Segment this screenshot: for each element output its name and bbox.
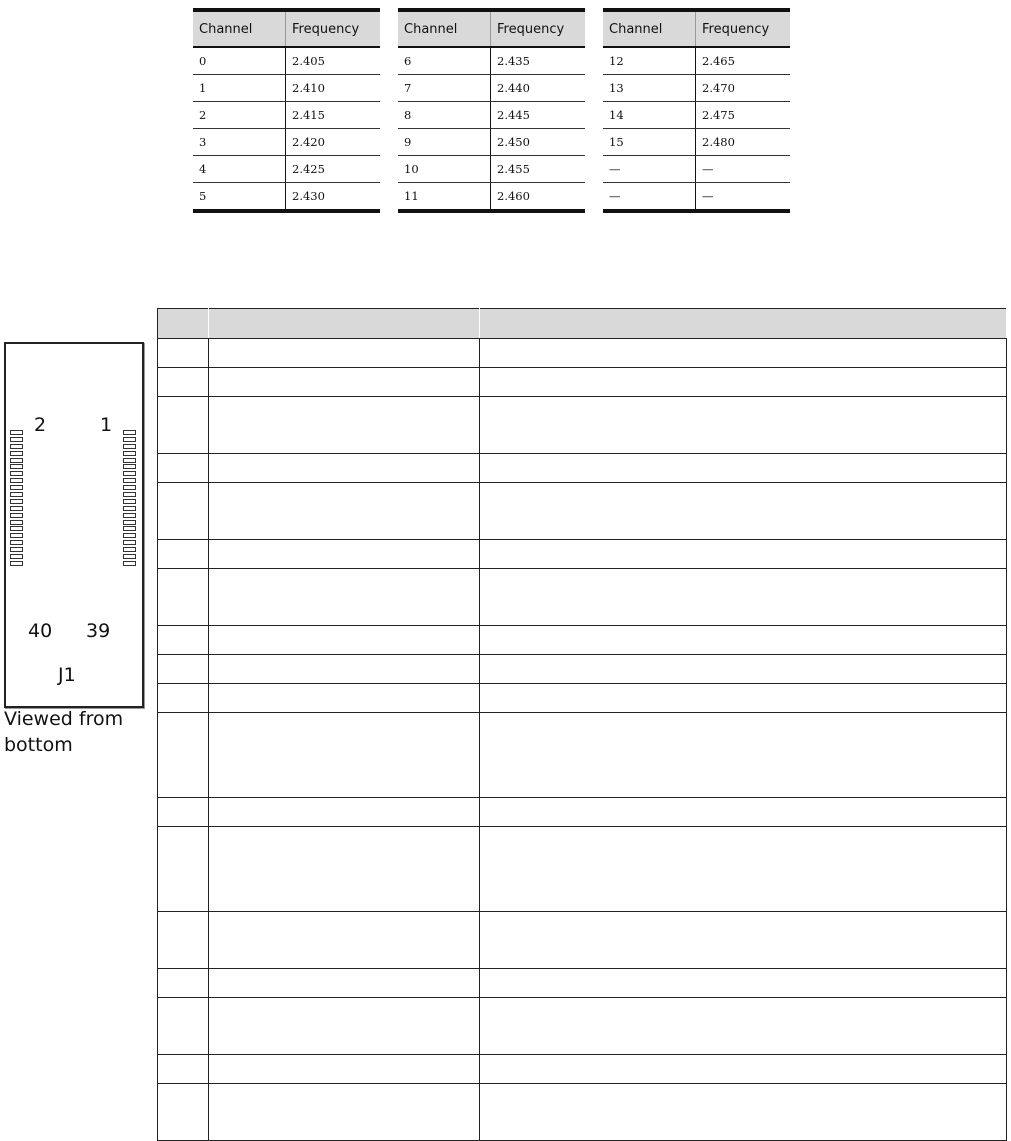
pin-label-top-right: 1 bbox=[100, 414, 113, 436]
column-header: Frequency bbox=[696, 10, 791, 47]
pin-number-cell bbox=[158, 912, 209, 969]
connector-pin bbox=[123, 485, 136, 490]
channel-cell: 6 bbox=[398, 47, 491, 75]
table-row bbox=[398, 102, 585, 129]
connector-pin bbox=[10, 506, 23, 511]
connector-pin bbox=[10, 547, 23, 552]
signal-name-cell bbox=[209, 1055, 480, 1084]
pin-number-cell bbox=[158, 368, 209, 397]
signal-name-cell bbox=[209, 655, 480, 684]
table-row bbox=[603, 75, 790, 102]
signal-name-cell bbox=[209, 684, 480, 713]
description-cell bbox=[480, 569, 1007, 626]
table-row bbox=[158, 655, 1007, 684]
table-row bbox=[193, 102, 380, 129]
pin-column-left bbox=[10, 430, 23, 568]
channel-cell: 5 bbox=[193, 183, 286, 212]
frequency-cell: 2.460 bbox=[491, 183, 586, 212]
table-row bbox=[193, 156, 380, 183]
channel-cell: 9 bbox=[398, 129, 491, 156]
pin-number-cell bbox=[158, 684, 209, 713]
description-cell bbox=[480, 454, 1007, 483]
description-cell bbox=[480, 969, 1007, 998]
table-header-row bbox=[193, 10, 380, 47]
table-row bbox=[193, 75, 380, 102]
pin-label-bottom-right: 39 bbox=[86, 620, 111, 642]
pin-number-cell bbox=[158, 713, 209, 798]
channel-cell: 10 bbox=[398, 156, 491, 183]
connector-pin bbox=[123, 437, 136, 442]
table-row bbox=[158, 827, 1007, 912]
table-header-row bbox=[398, 10, 585, 47]
connector-pin bbox=[10, 533, 23, 538]
pin-column-right bbox=[123, 430, 136, 568]
table-row bbox=[158, 1055, 1007, 1084]
signal-name-cell bbox=[209, 912, 480, 969]
frequency-cell: 2.465 bbox=[696, 47, 791, 75]
connector-pin bbox=[123, 520, 136, 525]
table-row bbox=[398, 129, 585, 156]
channel-table-2 bbox=[398, 8, 585, 213]
channel-cell: 7 bbox=[398, 75, 491, 102]
view-caption bbox=[4, 706, 123, 758]
pin-number-cell bbox=[158, 540, 209, 569]
table-row bbox=[398, 156, 585, 183]
connector-pin bbox=[10, 554, 23, 559]
connector-pin bbox=[123, 478, 136, 483]
signal-name-cell bbox=[209, 368, 480, 397]
frequency-cell: 2.480 bbox=[696, 129, 791, 156]
connector-name: J1 bbox=[58, 664, 76, 686]
connector-pin bbox=[10, 540, 23, 545]
connector-pin bbox=[123, 451, 136, 456]
channel-table-3 bbox=[603, 8, 790, 213]
table-row bbox=[603, 156, 790, 183]
connector-pin bbox=[123, 506, 136, 511]
table-row bbox=[398, 75, 585, 102]
connector-pin bbox=[10, 561, 23, 566]
signal-name-cell bbox=[209, 397, 480, 454]
table-row bbox=[158, 969, 1007, 998]
pin-number-cell bbox=[158, 827, 209, 912]
table-row bbox=[193, 129, 380, 156]
description-cell bbox=[480, 912, 1007, 969]
signal-name-cell bbox=[209, 969, 480, 998]
description-cell bbox=[480, 397, 1007, 454]
table-header-row bbox=[603, 10, 790, 47]
connector-pin bbox=[123, 499, 136, 504]
connector-pin bbox=[10, 430, 23, 435]
connector-outline bbox=[4, 342, 144, 708]
description-cell bbox=[480, 827, 1007, 912]
frequency-cell: 2.440 bbox=[491, 75, 586, 102]
caption-line: Viewed from bbox=[4, 708, 124, 730]
frequency-cell: — bbox=[696, 183, 791, 212]
frequency-cell: 2.415 bbox=[286, 102, 381, 129]
description-cell bbox=[480, 1055, 1007, 1084]
table-row bbox=[158, 368, 1007, 397]
pin-number-cell bbox=[158, 397, 209, 454]
frequency-cell: 2.470 bbox=[696, 75, 791, 102]
connector-pin bbox=[123, 547, 136, 552]
channel-cell: 11 bbox=[398, 183, 491, 212]
connector-pin bbox=[10, 471, 23, 476]
connector-pin bbox=[123, 533, 136, 538]
connector-pin bbox=[123, 430, 136, 435]
signal-name-cell bbox=[209, 827, 480, 912]
channel-cell: 8 bbox=[398, 102, 491, 129]
frequency-cell: 2.435 bbox=[491, 47, 586, 75]
description-cell bbox=[480, 540, 1007, 569]
signal-name-cell bbox=[209, 798, 480, 827]
description-cell bbox=[480, 368, 1007, 397]
frequency-cell: 2.420 bbox=[286, 129, 381, 156]
table-row bbox=[158, 713, 1007, 798]
signal-name-cell bbox=[209, 540, 480, 569]
table-row bbox=[603, 102, 790, 129]
pin-number-cell bbox=[158, 798, 209, 827]
pin-label-bottom-left: 40 bbox=[28, 620, 53, 642]
frequency-cell: 2.450 bbox=[491, 129, 586, 156]
column-header: Frequency bbox=[491, 10, 586, 47]
channel-cell: 0 bbox=[193, 47, 286, 75]
description-cell bbox=[480, 483, 1007, 540]
connector-pin bbox=[10, 526, 23, 531]
pin-number-cell bbox=[158, 569, 209, 626]
description-cell bbox=[480, 626, 1007, 655]
column-header bbox=[158, 309, 209, 339]
channel-cell: 2 bbox=[193, 102, 286, 129]
description-cell bbox=[480, 713, 1007, 798]
description-cell bbox=[480, 798, 1007, 827]
channel-cell: 14 bbox=[603, 102, 696, 129]
frequency-cell: — bbox=[696, 156, 791, 183]
connector-pin bbox=[123, 526, 136, 531]
channel-cell: 12 bbox=[603, 47, 696, 75]
table-row bbox=[193, 47, 380, 75]
pin-number-cell bbox=[158, 454, 209, 483]
frequency-cell: 2.405 bbox=[286, 47, 381, 75]
pin-number-cell bbox=[158, 1055, 209, 1084]
frequency-cell: 2.475 bbox=[696, 102, 791, 129]
connector-pin bbox=[10, 499, 23, 504]
channel-cell: 15 bbox=[603, 129, 696, 156]
signal-name-cell bbox=[209, 998, 480, 1055]
connector-pin bbox=[10, 485, 23, 490]
table-row bbox=[158, 483, 1007, 540]
table-row bbox=[158, 626, 1007, 655]
description-cell bbox=[480, 1084, 1007, 1141]
table-row bbox=[158, 569, 1007, 626]
connector-pin bbox=[10, 451, 23, 456]
pin-label-top-left: 2 bbox=[34, 414, 47, 436]
signal-name-cell bbox=[209, 483, 480, 540]
channel-cell: — bbox=[603, 156, 696, 183]
pin-number-cell bbox=[158, 998, 209, 1055]
connector-pin bbox=[10, 437, 23, 442]
connector-pin bbox=[123, 444, 136, 449]
table-row bbox=[158, 540, 1007, 569]
table-row bbox=[158, 912, 1007, 969]
signal-name-cell bbox=[209, 339, 480, 368]
pin-number-cell bbox=[158, 626, 209, 655]
frequency-cell: 2.455 bbox=[491, 156, 586, 183]
description-cell bbox=[480, 655, 1007, 684]
column-header: Channel bbox=[193, 10, 286, 47]
connector-pin bbox=[10, 458, 23, 463]
connector-pin bbox=[123, 471, 136, 476]
connector-pin bbox=[123, 458, 136, 463]
column-header bbox=[480, 309, 1007, 339]
signal-name-cell bbox=[209, 454, 480, 483]
connector-pin bbox=[123, 561, 136, 566]
table-row bbox=[158, 798, 1007, 827]
description-cell bbox=[480, 339, 1007, 368]
table-row bbox=[158, 684, 1007, 713]
connector-pin bbox=[123, 540, 136, 545]
table-row bbox=[603, 47, 790, 75]
channel-cell: 3 bbox=[193, 129, 286, 156]
table-row bbox=[603, 183, 790, 212]
column-header: Frequency bbox=[286, 10, 381, 47]
connector-pin bbox=[10, 478, 23, 483]
pin-number-cell bbox=[158, 655, 209, 684]
connector-diagram bbox=[0, 334, 148, 794]
connector-pin bbox=[123, 554, 136, 559]
table-row bbox=[158, 1084, 1007, 1141]
table-row bbox=[603, 129, 790, 156]
channel-table-1 bbox=[193, 8, 380, 213]
connector-pin bbox=[123, 492, 136, 497]
column-header bbox=[209, 309, 480, 339]
pin-number-cell bbox=[158, 339, 209, 368]
connector-pin bbox=[10, 513, 23, 518]
pin-number-cell bbox=[158, 483, 209, 540]
connector-pin bbox=[123, 464, 136, 469]
pin-description-table bbox=[157, 308, 1007, 1141]
description-cell bbox=[480, 684, 1007, 713]
frequency-cell: 2.430 bbox=[286, 183, 381, 212]
connector-pin bbox=[10, 444, 23, 449]
signal-name-cell bbox=[209, 1084, 480, 1141]
connector-pin bbox=[10, 520, 23, 525]
connector-pin bbox=[123, 513, 136, 518]
table-row bbox=[158, 454, 1007, 483]
table-header-row bbox=[158, 309, 1007, 339]
pin-number-cell bbox=[158, 969, 209, 998]
channel-cell: 1 bbox=[193, 75, 286, 102]
description-cell bbox=[480, 998, 1007, 1055]
channel-cell: — bbox=[603, 183, 696, 212]
channel-cell: 13 bbox=[603, 75, 696, 102]
column-header: Channel bbox=[603, 10, 696, 47]
pin-number-cell bbox=[158, 1084, 209, 1141]
connector-pin bbox=[10, 464, 23, 469]
table-row bbox=[398, 183, 585, 212]
caption-line: bottom bbox=[4, 734, 73, 756]
table-row bbox=[398, 47, 585, 75]
signal-name-cell bbox=[209, 713, 480, 798]
frequency-cell: 2.445 bbox=[491, 102, 586, 129]
frequency-cell: 2.410 bbox=[286, 75, 381, 102]
channel-cell: 4 bbox=[193, 156, 286, 183]
table-row bbox=[158, 998, 1007, 1055]
connector-pin bbox=[10, 492, 23, 497]
table-row bbox=[158, 339, 1007, 368]
column-header: Channel bbox=[398, 10, 491, 47]
signal-name-cell bbox=[209, 626, 480, 655]
frequency-cell: 2.425 bbox=[286, 156, 381, 183]
table-row bbox=[158, 397, 1007, 454]
signal-name-cell bbox=[209, 569, 480, 626]
table-row bbox=[193, 183, 380, 212]
